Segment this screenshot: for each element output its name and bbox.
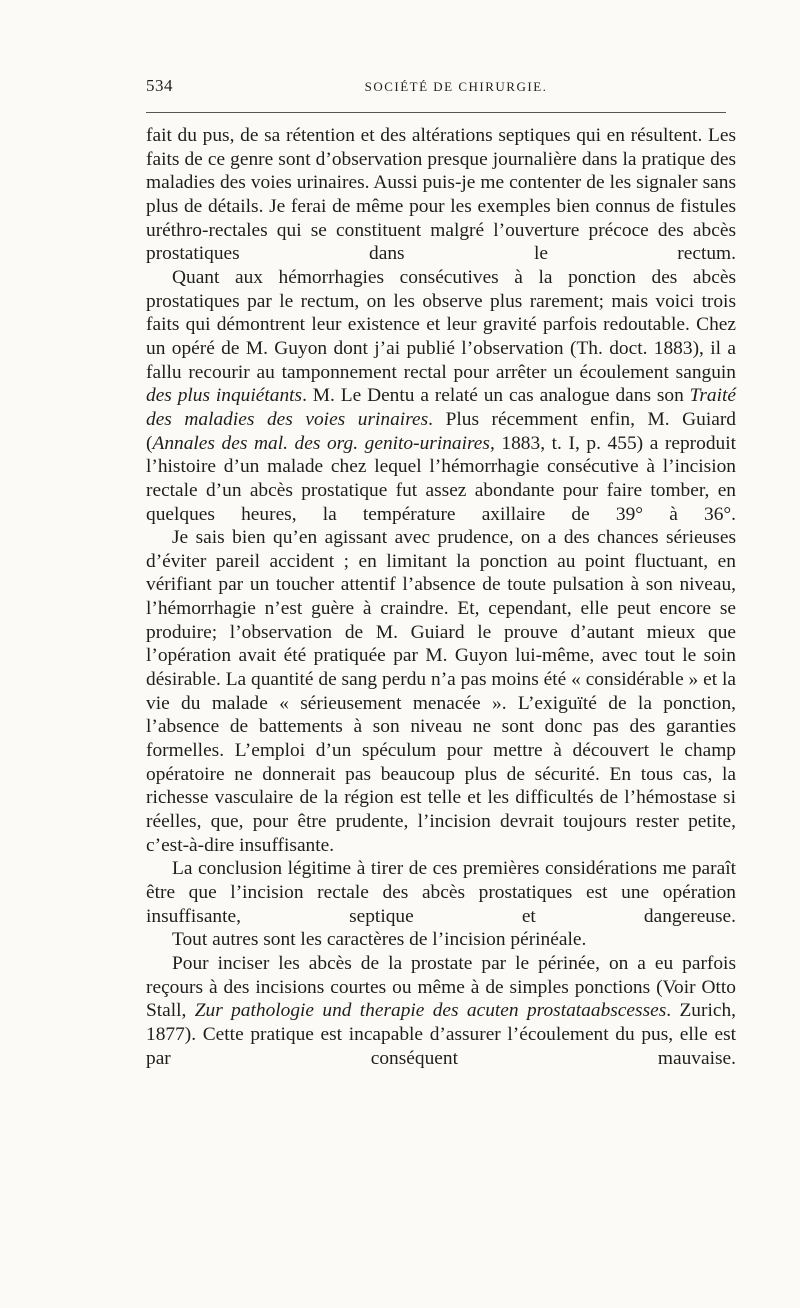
page-header — [146, 76, 726, 100]
text-run: Pour inciser les abcès de la prostate par le périnée, on a eu parfois reçours à des incisions courtes ou même à de simples ponctions (Voir Otto Stall, — [146, 952, 736, 1022]
text-run: fait du pus, de sa rétention et des altérations septiques qui en résultent. Les faits de ce genre sont d’observation presque journalière dans la pratique des maladies des voies urinaires. Aussi puis-je me contenter de les signaler sans plus de détails. Je ferai de même pour les exemples bien connus de fistules uréthro-rectales qui se constituent malgré l’ouverture précoce des abcès prostatiques dans le rectum. — [146, 125, 736, 265]
text-run: Tout autres sont les caractères de l’incision périnéale. — [172, 929, 587, 951]
text-run: . Zurich, 1877). Cette pratique est incapable d’assurer l’écoulement du pus, elle est par conséquent mauvaise. — [146, 1000, 736, 1069]
header-rule — [146, 112, 726, 113]
text-run: . M. Le Dentu a relaté un cas analogue dans son — [302, 385, 690, 407]
text-run: Quant aux hémorrhagies consécutives à la ponction des abcès prostatiques par le rectum, on les observe plus rarement; mais voici trois faits qui démontrent leur existence et leur gravité parfois redoutable. Chez un opéré de M. Guyon dont j’ai publié l’observation (Th. doct. 1883), il a fallu recourir au tamponnement rectal pour arrêter un écoulement sanguin — [146, 266, 736, 383]
text-run: Je sais bien qu’en agissant avec prudence, on a des chances sérieuses d’éviter pareil accident ; en limitant la ponction au point fluctuant, en vérifiant par un toucher attentif l’absence de toute pulsation à son niveau, l’hémorrhagie n’est guère à craindre. Et, cependant, elle peut encore se produire; l’observation de M. Guiard le prouve d’autant mieux que l’opération avait été pratiquée par M. Guyon lui-même, avec tout le soin désirable. La quantité de sang perdu n’a pas moins été « considérable » et la vie du malade « sérieusement menacée ». L’exiguïté de la ponction, l’absence de battements à son niveau ne sont donc pas des garanties formelles. L’emploi d’un spéculum pour mettre à découvert le champ opératoire ne donnerait pas beaucoup plus de sécurité. En tous cas, la richesse vasculaire de la région est telle et les difficultés de l’hémostase si réelles, que, pour être prudente, l’incision devrait toujours rester petite, c’est-à-dire insuffisante. — [146, 527, 736, 856]
paragraph — [146, 526, 736, 857]
paragraph — [146, 928, 736, 952]
running-title: SOCIÉTÉ DE CHIRURGIE. — [364, 79, 548, 94]
text-run: La conclusion légitime à tirer de ces premières considérations me paraît être que l’incision rectale des abcès prostatiques est une opération insuffisante, septique et dangereuse. — [146, 858, 736, 927]
paragraph — [146, 124, 736, 266]
page-number: 534 — [146, 76, 173, 95]
text-run: . Plus récemment enfin, M. Guiard ( — [146, 408, 736, 454]
paragraph — [146, 952, 736, 1070]
text-run: , 1883, t. I, p. 455) a reproduit l’histoire d’un malade chez lequel l’hémorrhagie consécutive à l’incision rectale d’un abcès prostatique fut assez abondante pour faire tomber, en quelques heures, la température axillaire de 39° à 36°. — [146, 432, 736, 525]
body-text — [146, 124, 736, 1070]
paragraph — [146, 266, 736, 526]
paragraph — [146, 857, 736, 928]
italic-run: Annales des mal. des org. genito-urinaires — [152, 432, 490, 454]
italic-run: des plus inquiétants — [146, 385, 303, 407]
italic-run: Zur pathologie und therapie des acuten prostataabscesses — [194, 1000, 667, 1022]
italic-run: Traité des maladies des voies urinaires — [146, 385, 736, 430]
